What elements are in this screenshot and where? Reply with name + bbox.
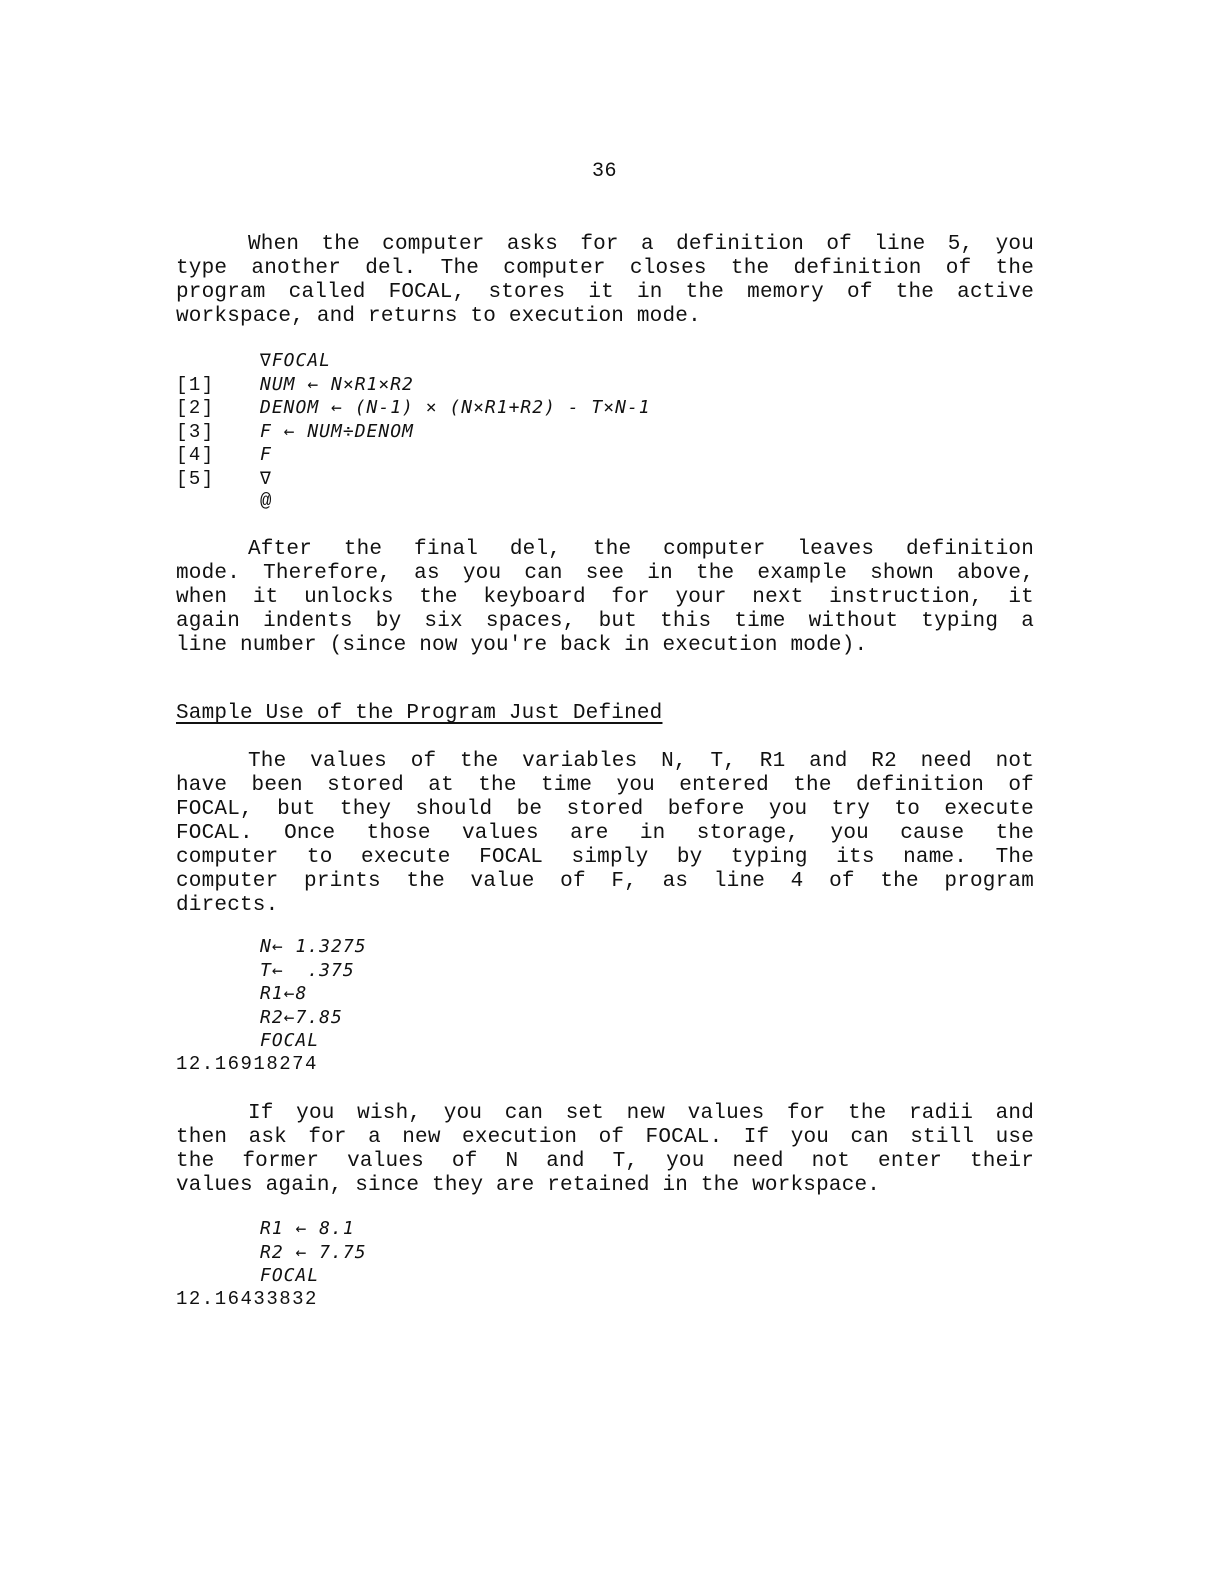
code-row bbox=[176, 982, 367, 1006]
code-row bbox=[176, 935, 367, 959]
text-line: mode. Therefore, as you can see in the example shown above, bbox=[176, 562, 1034, 585]
code-row bbox=[176, 1029, 367, 1053]
assignment: N← 1.3275 bbox=[260, 936, 367, 957]
text-line: again indents by six spaces, but this time without typing a bbox=[176, 610, 1034, 633]
text-line: workspace, and returns to execution mode. bbox=[176, 305, 701, 328]
text-line: The values of the variables N, T, R1 and R2 need not bbox=[248, 750, 1034, 773]
code-statement: F bbox=[260, 444, 272, 465]
text-line: After the final del, the computer leaves definition bbox=[248, 538, 1034, 561]
code-statement: NUM ← N×R1×R2 bbox=[260, 373, 414, 395]
code-row bbox=[176, 1217, 367, 1241]
function-header: ∇FOCAL bbox=[260, 350, 332, 371]
text-line: FOCAL, but they should be stored before you try to execute bbox=[176, 798, 1034, 821]
line-label: [4] bbox=[176, 444, 215, 466]
del-symbol: ∇ bbox=[260, 467, 272, 489]
text-line: If you wish, you can set new values for the radii and bbox=[248, 1102, 1034, 1125]
code-row bbox=[176, 1264, 367, 1288]
text-line: computer prints the value of F, as line 4 of the program bbox=[176, 870, 1034, 893]
assignment: R1 ← 8.1 bbox=[260, 1218, 355, 1239]
code-row bbox=[176, 959, 367, 983]
prompt-symbol: @ bbox=[260, 490, 273, 512]
function-call: FOCAL bbox=[260, 1265, 320, 1286]
code-row bbox=[176, 349, 651, 373]
page-number: 36 bbox=[592, 160, 618, 183]
assignment: R2 ← 7.75 bbox=[260, 1241, 367, 1263]
text-line: type another del. The computer closes the definition of the bbox=[176, 257, 1034, 280]
line-label: [3] bbox=[176, 420, 215, 443]
paragraph-variable-values bbox=[176, 750, 1034, 918]
text-line: computer to execute FOCAL simply by typing its name. The bbox=[176, 846, 1034, 869]
result-output: 12.16433832 bbox=[176, 1287, 318, 1310]
code-row bbox=[176, 396, 651, 420]
assignment: R1←8 bbox=[260, 983, 308, 1004]
code-row bbox=[176, 373, 651, 397]
paragraph-after-final-del bbox=[176, 538, 1034, 658]
text-line: have been stored at the time you entered the definition of bbox=[176, 774, 1034, 797]
code-row bbox=[176, 490, 651, 514]
text-line: program called FOCAL, stores it in the memory of the active bbox=[176, 281, 1034, 304]
text-line: the former values of N and T, you need not enter their bbox=[176, 1150, 1034, 1173]
paragraph-del-closes-definition bbox=[176, 233, 1034, 329]
code-row bbox=[176, 1006, 367, 1030]
text-line: directs. bbox=[176, 894, 279, 917]
text-line: FOCAL. Once those values are in storage, you cause the bbox=[176, 822, 1034, 845]
sample-run-2 bbox=[176, 1217, 367, 1311]
assignment: R2←7.85 bbox=[260, 1006, 343, 1028]
text-line: line number (since now you're back in execution mode). bbox=[176, 634, 868, 657]
line-label: [2] bbox=[176, 397, 215, 419]
code-statement: F ← NUM÷DENOM bbox=[260, 420, 414, 442]
code-statement: DENOM ← (N-1) × (N×R1+R2) - T×N-1 bbox=[260, 397, 651, 418]
section-heading: Sample Use of the Program Just Defined bbox=[176, 702, 663, 725]
focal-definition-listing bbox=[176, 349, 651, 514]
text-line: when it unlocks the keyboard for your next instruction, it bbox=[176, 586, 1034, 609]
assignment: T← .375 bbox=[260, 959, 355, 981]
text-line: When the computer asks for a definition of line 5, you bbox=[248, 233, 1034, 256]
function-call: FOCAL bbox=[260, 1030, 320, 1051]
sample-run-1 bbox=[176, 935, 367, 1076]
line-label: [1] bbox=[176, 373, 215, 396]
code-row bbox=[176, 443, 651, 467]
code-row bbox=[176, 1241, 367, 1265]
text-line: values again, since they are retained in the workspace. bbox=[176, 1174, 881, 1197]
code-row bbox=[176, 420, 651, 444]
line-label: [5] bbox=[176, 467, 215, 490]
result-output: 12.16918274 bbox=[176, 1052, 318, 1075]
paragraph-new-values bbox=[176, 1102, 1034, 1198]
text-line: then ask for a new execution of FOCAL. If you can still use bbox=[176, 1126, 1034, 1149]
code-row bbox=[176, 467, 651, 491]
